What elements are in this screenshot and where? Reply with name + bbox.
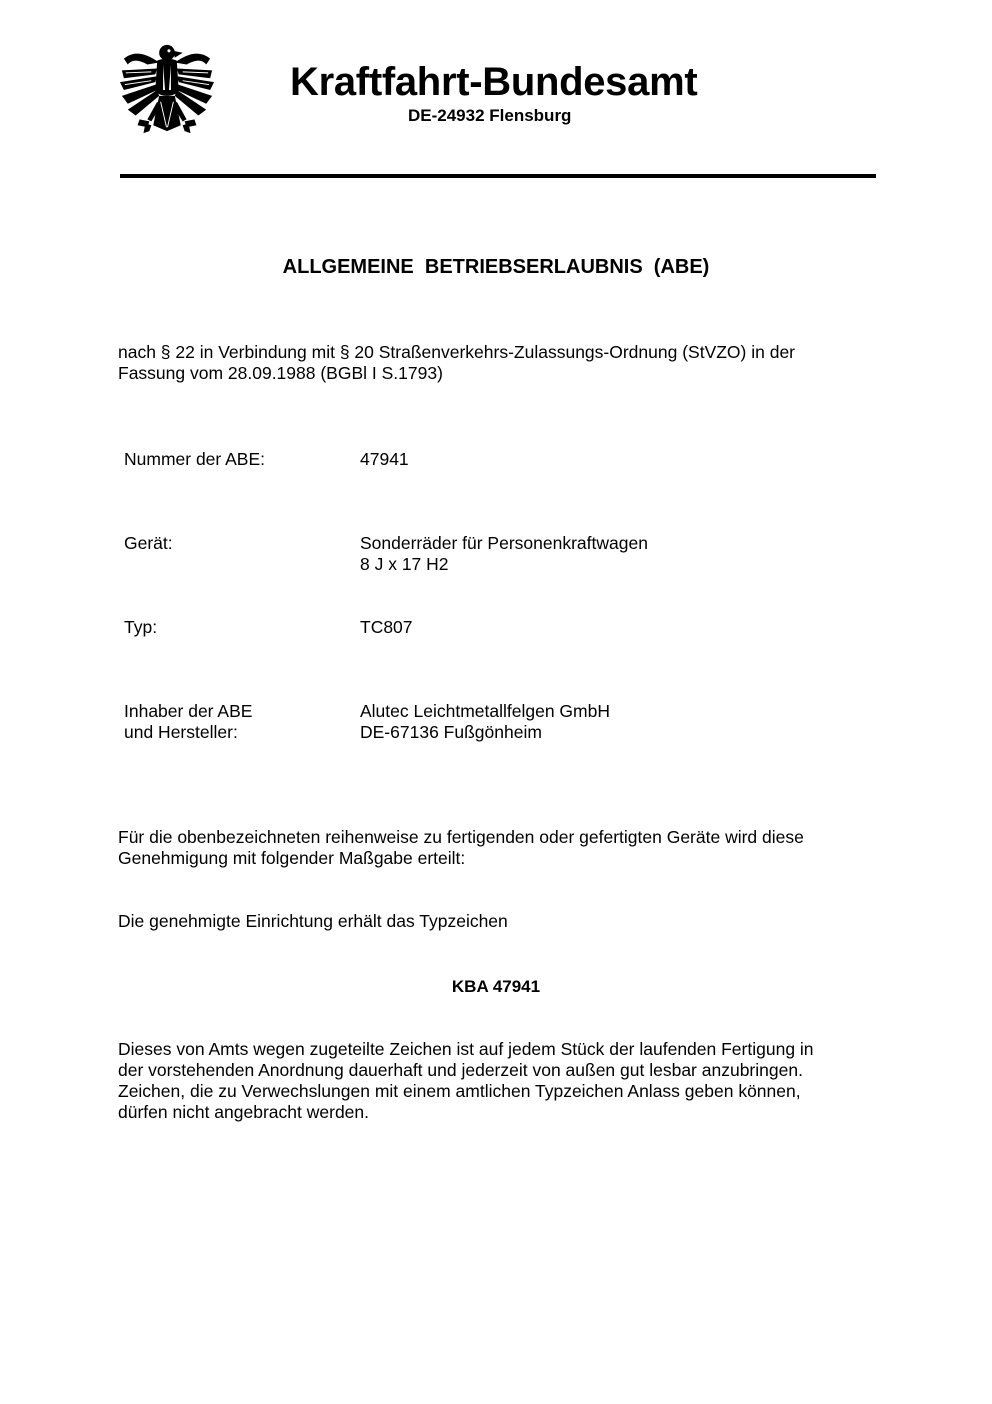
authority-address: DE-24932 Flensburg (408, 106, 572, 125)
federal-eagle-icon (118, 40, 216, 140)
field-label-type: Typ: (124, 617, 158, 637)
legal-basis-paragraph: nach § 22 in Verbindung mit § 20 Straßenverkehrs-Zulassungs-Ordnung (StVZO) in der Fassung vom 28.09.1988 (BGBl I S.1793) (118, 342, 796, 383)
header-divider (120, 174, 876, 178)
field-label-holder: Inhaber der ABE und Hersteller: (124, 701, 253, 742)
type-mark-intro: Die genehmigte Einrichtung erhält das Typzeichen (118, 911, 508, 931)
field-label-abe-number: Nummer der ABE: (124, 449, 266, 469)
field-label-device: Gerät: (124, 533, 173, 553)
document-title: ALLGEMEINE BETRIEBSERLAUBNIS (ABE) (282, 256, 710, 278)
field-value-abe-number: 47941 (360, 449, 409, 469)
type-mark: KBA 47941 (451, 977, 541, 996)
field-value-device: Sonderräder für Personenkraftwagen 8 J x 17 H2 (360, 533, 648, 574)
marking-rules-paragraph: Dieses von Amts wegen zugeteilte Zeichen ist auf jedem Stück der laufenden Fertigung in der vorstehenden Anordnung dauerhaft und jederzeit von außen gut lesbar anzubringen. Zeichen, die zu Verwechslungen mit einem amtlichen Typzeichen Anlass geben können, dürfen nicht angebracht werden. (118, 1039, 814, 1122)
authority-name: Kraftfahrt-Bundesamt (290, 60, 698, 104)
field-value-type: TC807 (360, 617, 413, 637)
field-value-holder: Alutec Leichtmetallfelgen GmbH DE-67136 Fußgönheim (360, 701, 610, 742)
approval-paragraph: Für die obenbezeichneten reihenweise zu fertigenden oder gefertigten Geräte wird diese Genehmigung mit folgender Maßgabe erteilt: (118, 827, 804, 868)
